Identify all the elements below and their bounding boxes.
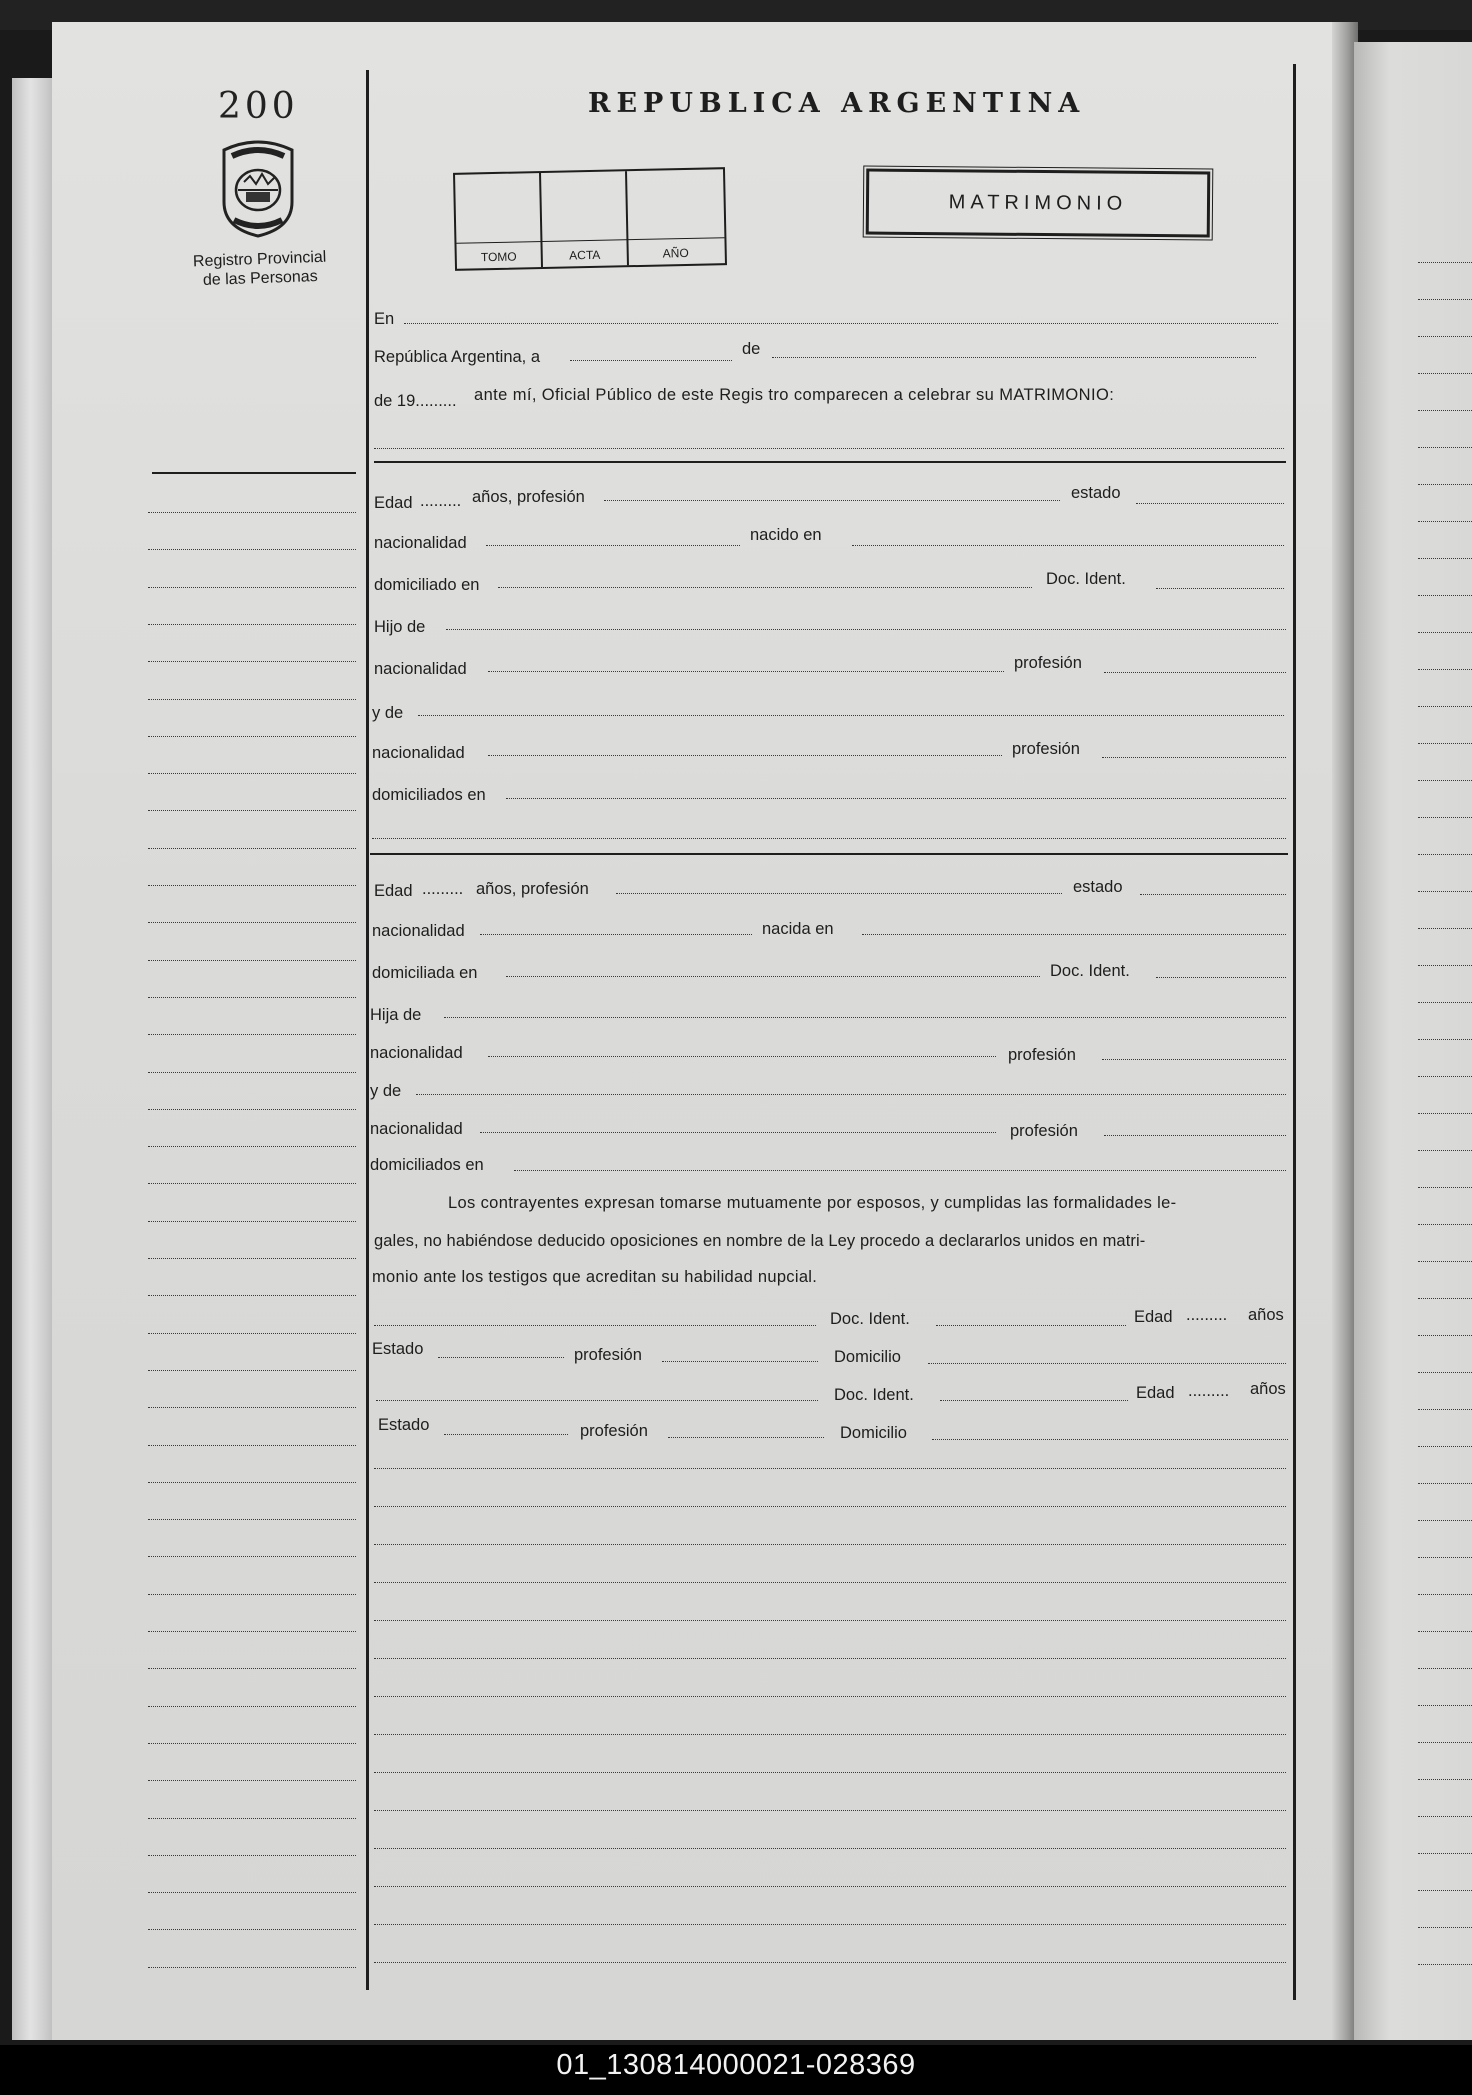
bride-doc-blank bbox=[1156, 977, 1286, 978]
bride-hija-label: Hija de bbox=[370, 1006, 422, 1024]
witness2-profesion-label: profesión bbox=[580, 1422, 648, 1440]
groom-profesion-blank bbox=[604, 500, 1060, 501]
adjacent-line bbox=[1418, 1779, 1472, 1780]
witness2-name-blank bbox=[376, 1400, 818, 1401]
margin-line bbox=[148, 1146, 356, 1147]
adjacent-line bbox=[1418, 1446, 1472, 1447]
tomo-label: TOMO bbox=[480, 249, 517, 265]
adjacent-line bbox=[1418, 410, 1472, 411]
adjacent-line bbox=[1418, 780, 1472, 781]
adjacent-line bbox=[1418, 1668, 1472, 1669]
witness1-domicilio-label: Domicilio bbox=[834, 1348, 901, 1366]
bride-father-nat-blank bbox=[488, 1056, 996, 1057]
bride-section-rule bbox=[370, 853, 1288, 855]
margin-line bbox=[148, 699, 356, 700]
bride-domiciliados-label: domiciliados en bbox=[370, 1156, 484, 1174]
margin-line bbox=[148, 549, 356, 550]
groom-mother-prof-blank bbox=[1102, 757, 1286, 758]
adjacent-line bbox=[1418, 706, 1472, 707]
margin-line bbox=[148, 1594, 356, 1595]
witness1-profesion-label: profesión bbox=[574, 1346, 642, 1364]
adjacent-line bbox=[1418, 447, 1472, 448]
witness1-domicilio-blank bbox=[928, 1363, 1286, 1364]
bride-mother-nat-blank bbox=[480, 1132, 996, 1133]
bride-nacionalidad-blank bbox=[480, 934, 752, 935]
groom-section-rule bbox=[374, 461, 1286, 463]
bride-estado-blank bbox=[1140, 894, 1286, 895]
adjacent-line bbox=[1418, 1557, 1472, 1558]
adjacent-line bbox=[1418, 817, 1472, 818]
adjacent-line bbox=[1418, 1261, 1472, 1262]
declaration-line-2: gales, no habiéndose deducido oposiciones en nombre de la Ley procedo a declararlos unidos en matri- bbox=[374, 1232, 1146, 1250]
bride-nacida-blank bbox=[862, 934, 1286, 935]
witness2-edad-blank: ......... bbox=[1188, 1382, 1230, 1400]
groom-nacido-label: nacido en bbox=[750, 526, 822, 544]
witness1-name-blank bbox=[374, 1325, 816, 1326]
margin-line bbox=[148, 512, 356, 513]
adjacent-line bbox=[1418, 669, 1472, 670]
adjacent-line bbox=[1418, 1594, 1472, 1595]
record-number-table bbox=[453, 167, 727, 271]
margin-line bbox=[148, 1183, 356, 1184]
adjacent-line bbox=[1418, 1335, 1472, 1336]
adjacent-line bbox=[1418, 262, 1472, 263]
bride-father-nat-label: nacionalidad bbox=[370, 1044, 463, 1062]
bride-mother-blank bbox=[416, 1094, 1286, 1095]
adjacent-line bbox=[1418, 484, 1472, 485]
witness1-doc-blank bbox=[936, 1325, 1126, 1326]
adjacent-line bbox=[1418, 1927, 1472, 1928]
witness1-profesion-blank bbox=[662, 1361, 818, 1362]
bride-father-prof-blank bbox=[1102, 1059, 1286, 1060]
margin-line bbox=[148, 1109, 356, 1110]
adjacent-line bbox=[1418, 1742, 1472, 1743]
witness2-doc-blank bbox=[940, 1400, 1128, 1401]
blank-line bbox=[374, 1924, 1286, 1925]
margin-line bbox=[148, 1519, 356, 1520]
adjacent-line bbox=[1418, 1853, 1472, 1854]
year-label: de 19......... bbox=[374, 392, 457, 410]
bride-estado-label: estado bbox=[1073, 878, 1123, 896]
blank-line bbox=[374, 1620, 1286, 1621]
blank-line bbox=[374, 1886, 1286, 1887]
bride-domicilio-blank bbox=[506, 976, 1040, 977]
witness2-doc-label: Doc. Ident. bbox=[834, 1386, 914, 1404]
margin-line bbox=[148, 1855, 356, 1856]
margin-line bbox=[148, 810, 356, 811]
bride-edad-label: Edad bbox=[374, 882, 413, 900]
blank-line bbox=[374, 1544, 1286, 1545]
groom-nacionalidad-blank bbox=[486, 545, 740, 546]
bride-edad-blank: ......... bbox=[422, 880, 464, 898]
groom-profesion-label: años, profesión bbox=[472, 488, 585, 506]
margin-rule-top bbox=[152, 472, 356, 474]
groom-estado-blank bbox=[1136, 503, 1284, 504]
margin-line bbox=[148, 1072, 356, 1073]
margin-line bbox=[148, 997, 356, 998]
groom-doc-blank bbox=[1156, 588, 1284, 589]
groom-domiciliados-label: domiciliados en bbox=[372, 786, 486, 804]
witness2-domicilio-label: Domicilio bbox=[840, 1424, 907, 1442]
adjacent-line bbox=[1418, 1076, 1472, 1077]
adjacent-line bbox=[1418, 558, 1472, 559]
bride-profesion-label: años, profesión bbox=[476, 880, 589, 898]
bride-nacida-label: nacida en bbox=[762, 920, 834, 938]
blank-line bbox=[374, 1506, 1286, 1507]
page-number: 200 bbox=[218, 86, 299, 127]
margin-line bbox=[148, 736, 356, 737]
margin-line bbox=[148, 1929, 356, 1930]
witness1-edad-blank: ......... bbox=[1186, 1306, 1228, 1324]
margin-line bbox=[148, 1668, 356, 1669]
margin-line bbox=[148, 1482, 356, 1483]
blank-line bbox=[374, 1810, 1286, 1811]
groom-nacido-blank bbox=[852, 545, 1284, 546]
provincial-crest-icon bbox=[216, 136, 300, 240]
groom-father-nat-label: nacionalidad bbox=[374, 660, 467, 678]
margin-line bbox=[148, 1034, 356, 1035]
margin-line bbox=[148, 1743, 356, 1744]
adjacent-line bbox=[1418, 632, 1472, 633]
witness2-anos-label: años bbox=[1250, 1380, 1286, 1398]
groom-edad-blank: ......... bbox=[420, 492, 462, 510]
groom-hijo-label: Hijo de bbox=[374, 618, 426, 636]
intro-names-blank bbox=[374, 448, 1284, 449]
groom-domicilio-blank bbox=[498, 587, 1032, 588]
adjacent-line bbox=[1418, 928, 1472, 929]
adjacent-line bbox=[1418, 1039, 1472, 1040]
bride-y-de-label: y de bbox=[370, 1082, 402, 1100]
country-heading: REPUBLICA ARGENTINA bbox=[588, 88, 1086, 119]
margin-line bbox=[148, 848, 356, 849]
groom-y-de-label: y de bbox=[372, 704, 404, 722]
bride-profesion-blank bbox=[616, 893, 1062, 894]
blank-line bbox=[374, 1734, 1286, 1735]
adjacent-line bbox=[1418, 891, 1472, 892]
groom-father-nat-blank bbox=[488, 671, 1004, 672]
adjacent-line bbox=[1418, 1187, 1472, 1188]
margin-line bbox=[148, 1407, 356, 1408]
groom-father-prof-blank bbox=[1104, 672, 1286, 673]
margin-line bbox=[148, 1892, 356, 1893]
groom-mother-nat-blank bbox=[488, 755, 1002, 756]
margin-line bbox=[148, 1295, 356, 1296]
groom-mother-blank bbox=[418, 715, 1284, 716]
bride-domiciliados-blank bbox=[514, 1170, 1286, 1171]
bride-mother-prof-label: profesión bbox=[1010, 1122, 1078, 1140]
adjacent-page bbox=[1354, 42, 1472, 2040]
adjacent-line bbox=[1418, 1520, 1472, 1521]
margin-line bbox=[148, 1780, 356, 1781]
groom-mother-prof-label: profesión bbox=[1012, 740, 1080, 758]
adjacent-line bbox=[1418, 1113, 1472, 1114]
margin-line bbox=[148, 624, 356, 625]
right-rule bbox=[1293, 64, 1296, 2000]
adjacent-line bbox=[1418, 1631, 1472, 1632]
witness2-estado-label: Estado bbox=[378, 1416, 430, 1434]
adjacent-line bbox=[1418, 1372, 1472, 1373]
tomo-cell bbox=[455, 173, 543, 269]
witness1-edad-label: Edad bbox=[1134, 1308, 1173, 1326]
adjacent-line bbox=[1418, 521, 1472, 522]
adjacent-line bbox=[1418, 1224, 1472, 1225]
blank-line bbox=[374, 1696, 1286, 1697]
margin-line bbox=[148, 1221, 356, 1222]
groom-edad-label: Edad bbox=[374, 494, 413, 512]
adjacent-line bbox=[1418, 1298, 1472, 1299]
bride-mother-prof-blank bbox=[1104, 1135, 1286, 1136]
margin-line bbox=[148, 1706, 356, 1707]
witness1-estado-label: Estado bbox=[372, 1340, 424, 1358]
bride-father-prof-label: profesión bbox=[1008, 1046, 1076, 1064]
image-identifier: 01_130814000021-028369 bbox=[556, 2049, 916, 2081]
adjacent-line bbox=[1418, 299, 1472, 300]
declaration-line-1: Los contrayentes expresan tomarse mutuamente por esposos, y cumplidas las formalidades le- bbox=[448, 1194, 1177, 1212]
witness2-estado-blank bbox=[444, 1434, 568, 1435]
declaration-line-3: monio ante los testigos que acreditan su habilidad nupcial. bbox=[372, 1268, 818, 1286]
appearance-statement: ante mí, Oficial Público de este Regis tro comparecen a celebrar su MATRIMONIO: bbox=[474, 386, 1115, 404]
witness2-domicilio-blank bbox=[932, 1439, 1288, 1440]
groom-nacionalidad-label: nacionalidad bbox=[374, 534, 467, 552]
adjacent-line bbox=[1418, 1409, 1472, 1410]
acta-cell bbox=[541, 171, 629, 267]
witness2-profesion-blank bbox=[668, 1437, 824, 1438]
margin-line bbox=[148, 1445, 356, 1446]
margin-line bbox=[148, 1333, 356, 1334]
margin-line bbox=[148, 960, 356, 961]
groom-domicilio-label: domiciliado en bbox=[374, 576, 480, 594]
blank-line bbox=[374, 1962, 1286, 1963]
blank-line bbox=[374, 1658, 1286, 1659]
registry-line-2: de las Personas bbox=[202, 267, 318, 289]
groom-domiciliados-blank bbox=[506, 798, 1286, 799]
bride-mother-nat-label: nacionalidad bbox=[370, 1120, 463, 1138]
witness1-estado-blank bbox=[438, 1357, 564, 1358]
bride-domicilio-label: domiciliada en bbox=[372, 964, 478, 982]
register-page bbox=[52, 22, 1344, 2040]
groom-extra-blank bbox=[372, 838, 1286, 839]
blank-line bbox=[374, 1582, 1286, 1583]
margin-line bbox=[148, 1370, 356, 1371]
republica-label: República Argentina, a bbox=[374, 348, 541, 366]
witness1-doc-label: Doc. Ident. bbox=[830, 1310, 910, 1328]
groom-father-prof-label: profesión bbox=[1014, 654, 1082, 672]
adjacent-line bbox=[1418, 1890, 1472, 1891]
en-label: En bbox=[374, 310, 395, 328]
margin-line bbox=[148, 1967, 356, 1968]
margin-line bbox=[148, 1556, 356, 1557]
anio-cell bbox=[627, 169, 723, 265]
margin-line bbox=[148, 1258, 356, 1259]
groom-hijo-blank bbox=[446, 629, 1286, 630]
registry-line-1: Registro Provincial bbox=[192, 248, 327, 271]
blank-line bbox=[374, 1848, 1286, 1849]
margin-line bbox=[148, 885, 356, 886]
record-type-box: MATRIMONIO bbox=[866, 169, 1211, 238]
groom-estado-label: estado bbox=[1071, 484, 1121, 502]
anio-label: AÑO bbox=[662, 245, 689, 261]
en-blank bbox=[404, 323, 1278, 324]
groom-doc-label: Doc. Ident. bbox=[1046, 570, 1126, 588]
adjacent-line bbox=[1418, 1002, 1472, 1003]
adjacent-line bbox=[1418, 1483, 1472, 1484]
month-de-label: de bbox=[742, 340, 761, 358]
witness1-anos-label: años bbox=[1248, 1306, 1284, 1324]
adjacent-line bbox=[1418, 743, 1472, 744]
margin-line bbox=[148, 773, 356, 774]
witness2-edad-label: Edad bbox=[1136, 1384, 1175, 1402]
acta-label: ACTA bbox=[569, 247, 601, 263]
adjacent-line bbox=[1418, 1816, 1472, 1817]
margin-line bbox=[148, 922, 356, 923]
adjacent-line bbox=[1418, 336, 1472, 337]
month-blank bbox=[772, 357, 1256, 358]
adjacent-line bbox=[1418, 1964, 1472, 1965]
margin-line bbox=[148, 1818, 356, 1819]
registry-name bbox=[174, 247, 345, 291]
margin-line bbox=[148, 661, 356, 662]
adjacent-line bbox=[1418, 595, 1472, 596]
adjacent-line bbox=[1418, 965, 1472, 966]
adjacent-line bbox=[1418, 1150, 1472, 1151]
blank-line bbox=[374, 1772, 1286, 1773]
margin-line bbox=[148, 1631, 356, 1632]
margin-rule bbox=[366, 70, 369, 1990]
margin-line bbox=[148, 587, 356, 588]
day-blank bbox=[570, 360, 732, 361]
bride-doc-label: Doc. Ident. bbox=[1050, 962, 1130, 980]
blank-line bbox=[374, 1468, 1286, 1469]
bride-nacionalidad-label: nacionalidad bbox=[372, 922, 465, 940]
bride-hija-blank bbox=[444, 1017, 1286, 1018]
groom-mother-nat-label: nacionalidad bbox=[372, 744, 465, 762]
adjacent-line bbox=[1418, 1705, 1472, 1706]
adjacent-line bbox=[1418, 373, 1472, 374]
adjacent-line bbox=[1418, 854, 1472, 855]
